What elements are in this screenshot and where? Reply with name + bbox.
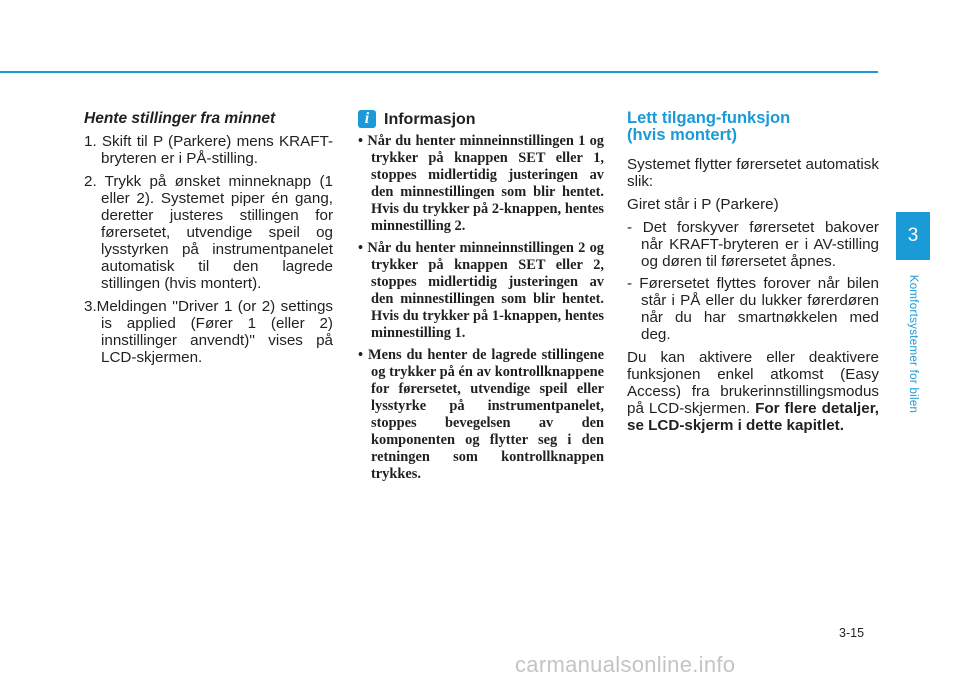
watermark: carmanualsonline.info — [515, 652, 736, 677]
info-bullet-item — [358, 347, 604, 483]
intro-paragraph: Systemet flytter førersetet automatisk slik: — [627, 156, 879, 190]
cross-reference: For flere detaljer, se LCD-skjerm i dette kapitlet. — [627, 400, 879, 434]
left-column — [84, 110, 333, 372]
condition-paragraph: Giret står i P (Parkere) — [627, 196, 779, 213]
section-title-line1: Lett tilgang-funksjon — [627, 109, 791, 127]
step-item: 2. Trykk på ønsket minneknapp (1 eller 2). Systemet piper én gang, deretter justeres stillingen for førersetet, utvendige speil og lysstyrken på instrumentpanelet automatisk til den lagrede stillingen (hvis montert). — [84, 173, 333, 292]
page-number: 3-15 — [839, 626, 865, 640]
info-header — [358, 110, 604, 128]
bullet-glyph: • — [358, 347, 364, 363]
chapter-number: 3 — [907, 225, 919, 246]
section-title — [627, 110, 879, 144]
dash-item: - Det forskyver førersetet bakover når KRAFT-bryteren er i AV-stilling og døren til førersetet åpnes. — [627, 219, 879, 270]
step-item: 1. Skift til P (Parkere) mens KRAFT-bryteren er i PÅ-stilling. — [84, 133, 333, 167]
closing-text: Du kan aktivere eller deaktivere funksjonen enkel atkomst (Easy Access) fra brukerinnstillingsmodus på LCD-skjermen. — [627, 349, 879, 417]
info-bullet-item — [358, 240, 604, 342]
step-item: 3.Meldingen ''Driver 1 (or 2) settings is applied (Fører 1 (eller 2) innstillinger anvendt)'' vises på LCD-skjermen. — [84, 298, 333, 366]
bullet-glyph: • — [358, 133, 364, 149]
header-rule — [0, 71, 878, 73]
step-list — [84, 133, 333, 366]
info-bullet-text: Når du henter minneinnstillingen 1 og trykker på knappen SET eller 1, stoppes midlertidig justeringen av den minnestillingen som blir hentet. Hvis du trykker på 2-knappen, hentes minnestilling 2. — [367, 133, 604, 234]
right-column — [627, 110, 879, 440]
info-bullet-list — [358, 133, 604, 483]
info-bullet-text: Mens du henter de lagrede stillingene og trykker på én av kontrollknappene for førersetet, utvendige speil eller lysstyrke på instrumentpanelet, stoppes bevegelsen av den komponenten og flytter seg i den retningen som kontrollknappen trykkes. — [367, 347, 604, 482]
info-bullet-text: Når du henter minneinnstillingen 2 og trykker på knappen SET eller 2, stoppes midlertidig justeringen av den minnestillingen som blir hentet. Hvis du trykker på 1-knappen, hentes minnestilling 1. — [367, 240, 604, 341]
subheading: Hente stillinger fra minnet — [84, 110, 276, 127]
bullet-glyph: • — [358, 240, 364, 256]
section-title-line2: (hvis montert) — [627, 126, 738, 144]
dash-list — [627, 219, 879, 343]
dash-item: - Førersetet flyttes forover når bilen står i PÅ eller du lukker førerdøren når du har smartnøkkelen med deg. — [627, 275, 879, 343]
info-column — [358, 110, 604, 488]
chapter-side-label: Komfortsystemer for bilen — [907, 274, 919, 414]
info-icon: i — [358, 110, 376, 128]
info-bullet-item — [358, 133, 604, 235]
info-title: Informasjon — [384, 110, 476, 128]
chapter-tab — [896, 212, 930, 260]
closing-paragraph — [627, 349, 879, 434]
